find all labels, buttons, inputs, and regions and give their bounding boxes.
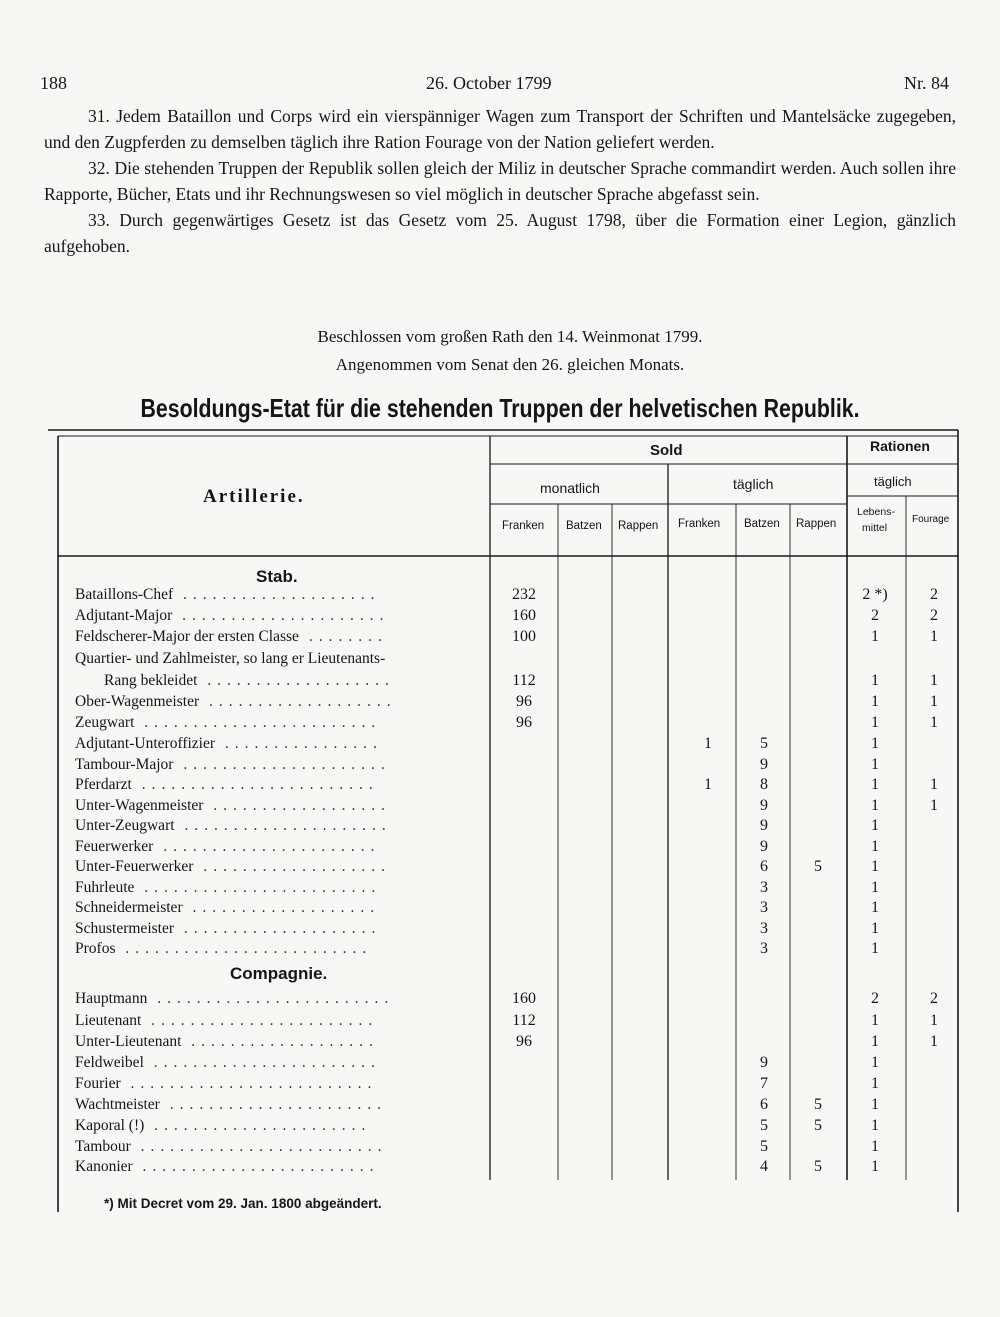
header-sold: Sold xyxy=(650,442,683,459)
header-rationen-taeglich: täglich xyxy=(874,474,912,489)
row-name: Hauptmann xyxy=(75,990,148,1007)
cell-tb: 3 xyxy=(760,879,768,896)
page-number: 188 xyxy=(40,73,67,93)
leader-dots: ................... xyxy=(182,899,381,916)
table-row-label xyxy=(75,1054,381,1072)
row-name: Unter-Feuerwerker xyxy=(75,858,194,875)
cell-leb: 2 xyxy=(871,607,879,624)
row-name: Zeugwart xyxy=(75,714,135,731)
cell-tb: 6 xyxy=(760,858,768,875)
cell-mf: 96 xyxy=(516,714,532,731)
table-row-label xyxy=(75,797,391,815)
cell-fou: 1 xyxy=(930,776,938,793)
cell-mf: 160 xyxy=(512,990,536,1007)
cell-mf: 112 xyxy=(512,1012,536,1029)
row-name: Profos xyxy=(75,940,116,957)
cell-fou: 2 xyxy=(930,607,938,624)
cell-leb: 1 xyxy=(871,1075,879,1092)
col-franken-daily: Franken xyxy=(678,518,721,530)
leader-dots: ................... xyxy=(181,1033,379,1050)
row-name: Schneidermeister xyxy=(75,899,183,916)
cell-tb: 9 xyxy=(760,1054,768,1071)
leader-dots: .................. xyxy=(203,797,392,814)
row-name: Adjutant-Unteroffizier xyxy=(75,735,216,752)
cell-leb: 1 xyxy=(871,838,879,855)
cell-leb: 1 xyxy=(871,756,879,773)
article-32: 32. Die stehenden Truppen der Republik sollen gleich der Miliz in deutscher Sprache commandirt werden. Auch sollen ihre Rapporte, Bücher, Etats und ihr Rechnungswesen so viel möglich in deutscher Sprache abgefasst sein. xyxy=(44,158,956,204)
table-row-label xyxy=(75,1117,371,1135)
cell-tb: 5 xyxy=(760,1138,768,1155)
row-name: Tambour-Major xyxy=(75,756,174,773)
cell-tb: 5 xyxy=(760,1117,768,1134)
leader-dots: ......................... xyxy=(130,1138,388,1155)
cell-leb: 1 xyxy=(871,735,879,752)
section-compagnie: Compagnie. xyxy=(230,964,328,983)
cell-leb: 1 xyxy=(871,1012,879,1029)
cell-tb: 9 xyxy=(760,797,768,814)
col-fourage: Fourage xyxy=(912,514,950,525)
article-33: 33. Durch gegenwärtiges Gesetz ist das Gesetz vom 25. August 1798, über die Formation einer Legion, gänzlich aufgehoben. xyxy=(44,210,956,256)
table-row-label xyxy=(75,1158,380,1176)
cell-leb: 1 xyxy=(871,797,879,814)
table-row-label xyxy=(75,1075,377,1093)
cell-leb: 1 xyxy=(871,1096,879,1113)
row-name: Kanonier xyxy=(75,1158,133,1175)
leader-dots: ........................ xyxy=(147,990,395,1007)
cell-fou: 1 xyxy=(930,693,938,710)
table-row-label xyxy=(75,1033,379,1051)
leader-dots: ......................... xyxy=(115,940,373,957)
table-row-label xyxy=(75,920,381,938)
cell-leb: 1 xyxy=(871,672,879,689)
cell-fou: 1 xyxy=(930,714,938,731)
leader-dots: ..................... xyxy=(172,607,390,624)
col-batzen-daily: Batzen xyxy=(744,518,780,530)
cell-leb: 1 xyxy=(871,1117,879,1134)
row-name: Ober-Wagenmeister xyxy=(75,693,200,710)
leader-dots: ................... xyxy=(193,858,391,875)
cell-tb: 4 xyxy=(760,1158,768,1175)
table-row-label xyxy=(75,858,391,876)
cell-tb: 6 xyxy=(760,1096,768,1113)
col-batzen-monthly: Batzen xyxy=(566,520,602,532)
table-row-label xyxy=(75,817,392,835)
row-name: Kaporal (!) xyxy=(75,1117,145,1134)
leader-dots: ........................ xyxy=(134,879,382,896)
cell-fou: 1 xyxy=(930,1012,938,1029)
row-name: Feldscherer-Major der ersten Classe xyxy=(75,628,299,645)
cell-tb: 9 xyxy=(760,838,768,855)
cell-leb: 1 xyxy=(871,899,879,916)
cell-tr: 5 xyxy=(814,858,822,875)
cell-leb: 1 xyxy=(871,817,879,834)
signature-grand-council: Beschlossen vom großen Rath den 14. Weinmonat 1799. xyxy=(317,327,703,346)
cell-fou: 2 xyxy=(930,990,938,1007)
cell-fou: 1 xyxy=(930,628,938,645)
cell-leb: 1 xyxy=(871,1033,879,1050)
cell-tr: 5 xyxy=(814,1158,822,1175)
cell-mf: 112 xyxy=(512,672,536,689)
table-corner-label: Artillerie. xyxy=(203,486,305,507)
signature-senate: Angenommen vom Senat den 26. gleichen Monats. xyxy=(335,355,685,374)
table-row-label xyxy=(75,990,394,1008)
cell-leb: 1 xyxy=(871,940,879,957)
leader-dots: ........................ xyxy=(132,1158,380,1175)
row-name: Schustermeister xyxy=(75,920,175,937)
cell-tf: 1 xyxy=(704,735,712,752)
table-row-label xyxy=(75,1138,387,1156)
cell-mf: 96 xyxy=(516,1033,532,1050)
table-row-label xyxy=(75,1012,378,1030)
cell-tb: 7 xyxy=(760,1075,768,1092)
row-name: Quartier- und Zahlmeister, so lang er Lieutenants- xyxy=(75,650,386,667)
cell-tb: 9 xyxy=(760,817,768,834)
etat-title: Besoldungs-Etat für die stehenden Truppen der helvetischen Republik. xyxy=(140,393,860,423)
table-row-label xyxy=(75,735,383,753)
leader-dots: ................... xyxy=(197,672,395,689)
leader-dots: ......................... xyxy=(120,1075,378,1092)
cell-tb: 3 xyxy=(760,920,768,937)
leader-dots: ................ xyxy=(215,735,383,752)
row-name: Wachtmeister xyxy=(75,1096,160,1113)
leader-dots: ........................ xyxy=(131,776,379,793)
cell-leb: 1 xyxy=(871,714,879,731)
leader-dots: ........................ xyxy=(134,714,382,731)
table-row-label xyxy=(75,940,372,958)
row-name: Fuhrleute xyxy=(75,879,135,896)
cell-leb: 2 xyxy=(871,990,879,1007)
table-row-label xyxy=(75,714,381,732)
leader-dots: .................... xyxy=(174,920,382,937)
cell-tb: 5 xyxy=(760,735,768,752)
table-row-label xyxy=(75,776,379,794)
leader-dots: ....................... xyxy=(141,1012,379,1029)
cell-tr: 5 xyxy=(814,1096,822,1113)
cell-tf: 1 xyxy=(704,776,712,793)
table-row-label xyxy=(75,756,391,774)
table-row-label xyxy=(75,586,381,604)
leader-dots: ..................... xyxy=(174,817,392,834)
row-name: Feldweibel xyxy=(75,1054,144,1071)
footnote: *) Mit Decret vom 29. Jan. 1800 abgeändert. xyxy=(104,1196,382,1211)
cell-tb: 3 xyxy=(760,940,768,957)
row-name: Feuerwerker xyxy=(75,838,154,855)
cell-tb: 3 xyxy=(760,899,768,916)
leader-dots: ...................... xyxy=(159,1096,387,1113)
leader-dots: .................... xyxy=(173,586,381,603)
table-row-label xyxy=(75,650,385,668)
cell-fou: 1 xyxy=(930,1033,938,1050)
leader-dots: ...................... xyxy=(153,838,381,855)
cell-leb: 1 xyxy=(871,920,879,937)
row-name: Pferdarzt xyxy=(75,776,132,793)
row-name: Unter-Lieutenant xyxy=(75,1033,182,1050)
col-rappen-daily: Rappen xyxy=(796,518,837,530)
col-lebensmittel-2: mittel xyxy=(862,522,888,534)
row-name: Adjutant-Major xyxy=(75,607,173,624)
table-row-label xyxy=(104,672,395,690)
cell-leb: 1 xyxy=(871,693,879,710)
cell-leb: 1 xyxy=(871,1158,879,1175)
table-row-label xyxy=(75,1096,387,1114)
leader-dots: ...................... xyxy=(144,1117,372,1134)
cell-leb: 1 xyxy=(871,776,879,793)
table-row-label xyxy=(75,838,380,856)
cell-leb: 1 xyxy=(871,858,879,875)
cell-leb: 1 xyxy=(871,1138,879,1155)
cell-tb: 8 xyxy=(760,776,768,793)
header-taeglich: täglich xyxy=(733,476,774,492)
section-stab: Stab. xyxy=(256,567,298,586)
article-31: 31. Jedem Bataillon und Corps wird ein vierspänniger Wagen zum Transport der Schriften und Mantelsäcke zugegeben, und den Zugpferden zu demselben täglich ihre Ration Fourage von der Nation geliefert werden. xyxy=(44,106,956,152)
row-name: Unter-Zeugwart xyxy=(75,817,175,834)
row-name: Unter-Wagenmeister xyxy=(75,797,204,814)
cell-tb: 9 xyxy=(760,756,768,773)
row-name: Tambour xyxy=(75,1138,131,1155)
cell-leb: 1 xyxy=(871,628,879,645)
col-rappen-monthly: Rappen xyxy=(618,520,659,532)
table-row-label xyxy=(75,693,397,711)
cell-fou: 1 xyxy=(930,672,938,689)
cell-mf: 96 xyxy=(516,693,532,710)
col-lebensmittel-1: Lebens- xyxy=(857,506,895,518)
table-row-label xyxy=(75,899,380,917)
leader-dots: ........ xyxy=(298,628,388,645)
leader-dots: ..................... xyxy=(173,756,391,773)
cell-mf: 232 xyxy=(512,586,536,603)
row-name: Lieutenant xyxy=(75,1012,142,1029)
cell-fou: 2 xyxy=(930,586,938,603)
table-row-label xyxy=(75,628,388,646)
row-name: Rang bekleidet xyxy=(104,672,198,689)
header-monatlich: monatlich xyxy=(540,480,600,496)
cell-leb: 1 xyxy=(871,1054,879,1071)
cell-leb: 1 xyxy=(871,879,879,896)
header-rationen: Rationen xyxy=(870,438,930,454)
row-name: Fourier xyxy=(75,1075,121,1092)
col-franken-monthly: Franken xyxy=(502,520,545,532)
table-row-label xyxy=(75,607,390,625)
cell-fou: 1 xyxy=(930,797,938,814)
cell-mf: 100 xyxy=(512,628,536,645)
row-name: Bataillons-Chef xyxy=(75,586,174,603)
leader-dots: ....................... xyxy=(143,1054,381,1071)
document-number: Nr. 84 xyxy=(904,73,949,93)
page-date: 26. October 1799 xyxy=(426,73,552,93)
cell-leb: 2 *) xyxy=(862,586,888,603)
cell-mf: 160 xyxy=(512,607,536,624)
leader-dots: ................... xyxy=(199,693,397,710)
cell-tr: 5 xyxy=(814,1117,822,1134)
table-row-label xyxy=(75,879,381,897)
